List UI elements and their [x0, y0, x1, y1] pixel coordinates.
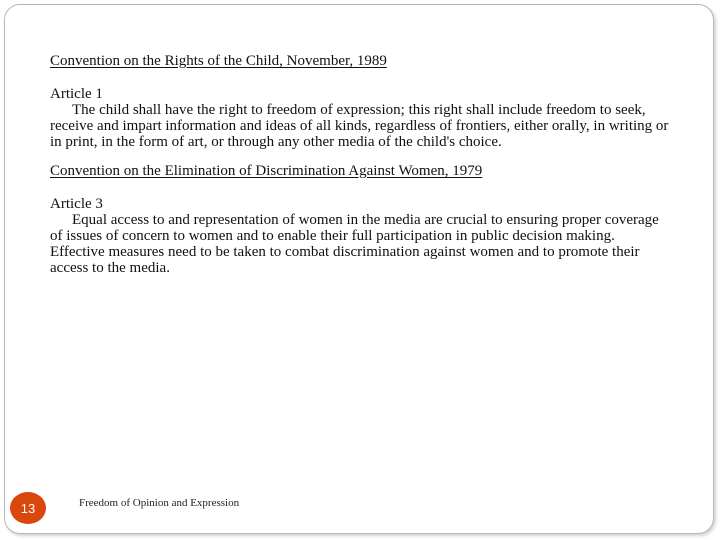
section2-article-title: Article 3	[50, 196, 103, 212]
footer-caption: Freedom of Opinion and Expression	[79, 497, 240, 509]
section2-article-text: Equal access to and representation of women in the media are crucial to ensuring proper coverage of issues of concern to women and to enable their full participation in public decision making. Effective measures need to be taken to combat discrimination against women and to promote their access to the media.	[50, 212, 659, 276]
section1-article-text: The child shall have the right to freedom of expression; this right shall include freedom to seek, receive and impart information and ideas of all kinds, regardless of frontiers, either orally, in writing or in print, in the form of art, or through any other media of the child's choice.	[50, 102, 669, 150]
section2-heading: Convention on the Elimination of Discrimination Against Women, 1979	[50, 163, 483, 179]
section1-heading: Convention on the Rights of the Child, November, 1989	[50, 53, 387, 69]
slide-content	[50, 52, 670, 276]
section1-article-title: Article 1	[50, 86, 103, 102]
slide-number-badge: 13	[10, 492, 46, 524]
